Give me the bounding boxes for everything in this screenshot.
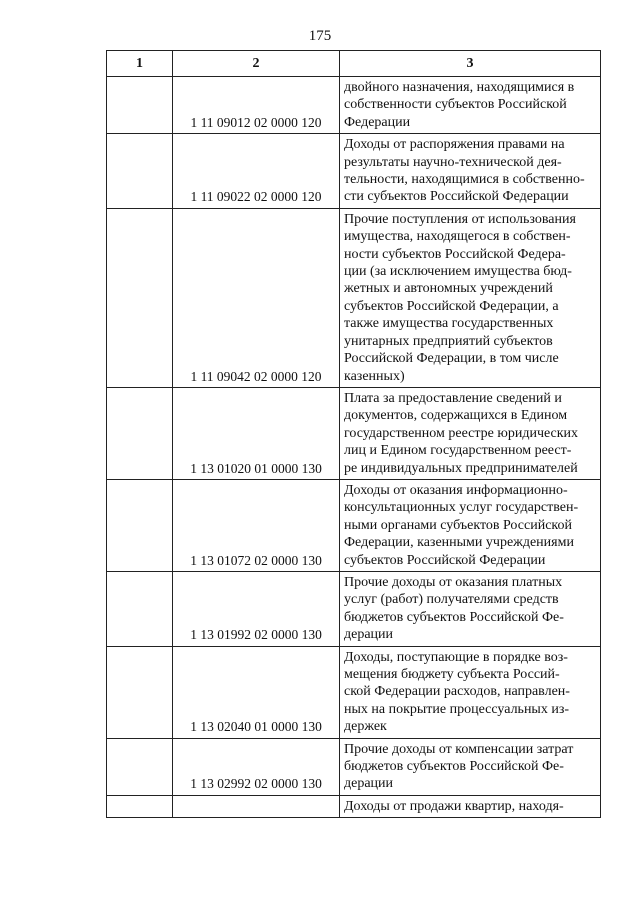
budget-code-cell: 1 13 01020 01 0000 130 [173,387,340,479]
column-header-1: 1 [107,51,173,77]
table-row [107,646,601,738]
budget-code-cell: 1 13 01072 02 0000 130 [173,479,340,571]
description-line: казенных) [344,368,405,384]
budget-code-cell [173,795,340,817]
table-row [107,479,601,571]
row-number-cell [107,738,173,795]
description-line: жетных и автономных учреждений [344,281,553,297]
description-line: ре индивидуальных предпринимателей [344,460,578,476]
income-description-cell [340,387,601,479]
description-line: двойного назначения, находящимися в [344,80,575,95]
budget-code-cell: 1 11 09012 02 0000 120 [173,77,340,134]
description-line: Прочие поступления от использования [344,211,576,227]
row-number-cell [107,387,173,479]
column-header-2: 2 [173,51,340,77]
income-description-cell [340,795,601,817]
description-line: Прочие доходы от компенсации затрат [344,741,574,757]
income-description-cell [340,208,601,387]
row-number-cell [107,646,173,738]
income-description-cell [340,738,601,795]
description-line: Плата за предоставление сведений и [344,390,562,406]
description-line: субъектов Российской Федерации, а [344,298,559,314]
description-line: Российской Федерации, в том числе [344,351,559,367]
row-number-cell [107,208,173,387]
table-row [107,134,601,209]
description-line: ных на покрытие процессуальных из- [344,701,570,717]
table-row [107,738,601,795]
income-description-cell [340,479,601,571]
description-line: лиц и Едином государственном реест- [344,443,572,459]
description-line: Федерации, казенными учреждениями [344,535,574,551]
row-number-cell [107,77,173,134]
column-header-3: 3 [340,51,601,77]
income-description-cell [340,134,601,209]
table-row [107,795,601,817]
description-line: Доходы от оказания информационно- [344,482,568,498]
budget-classification-table [106,50,601,818]
description-line: ции (за исключением имущества бюд- [344,264,572,280]
description-line: Прочие доходы от оказания платных [344,574,563,590]
row-number-cell [107,479,173,571]
table-row [107,208,601,387]
description-line: держек [344,719,387,735]
description-line: Доходы от распоряжения правами на [344,137,565,153]
income-description-cell [340,571,601,646]
budget-code-cell: 1 13 02040 01 0000 130 [173,646,340,738]
description-line: Доходы от продажи квартир, находя- [344,798,564,814]
income-description-cell [340,646,601,738]
description-line: тельности, находящимися в собственно- [344,172,585,188]
description-line: дерации [344,627,394,643]
budget-code-cell: 1 11 09022 02 0000 120 [173,134,340,209]
page-number: 175 [308,28,332,44]
description-line: дерации [344,776,394,792]
description-line: имущества, находящегося в собствен- [344,229,571,245]
description-line: документов, содержащихся в Едином [344,408,568,424]
description-line: услуг (работ) получателями средств [344,592,559,608]
table-row [107,77,601,134]
row-number-cell [107,571,173,646]
description-line: сти субъектов Российской Федерации [344,189,569,205]
row-number-cell [107,795,173,817]
description-line: собственности субъектов Российской [344,97,567,113]
budget-code-cell: 1 13 01992 02 0000 130 [173,571,340,646]
description-line: бюджетов субъектов Российской Фе- [344,759,564,775]
description-line: государственном реестре юридических [344,425,579,441]
description-line: мещения бюджету субъекта Россий- [344,667,560,682]
table-row [107,571,601,646]
description-line: результаты научно-технической дея- [344,154,562,170]
description-line: Доходы, поступающие в порядке воз- [344,649,568,665]
description-line: бюджетов субъектов Российской Фе- [344,609,564,625]
description-line: ности субъектов Российской Федера- [344,246,566,262]
description-line: также имущества государственных [344,316,554,332]
description-line: субъектов Российской Федерации [344,552,546,568]
description-line: унитарных предприятий субъектов [344,333,553,349]
description-line: консультационных услуг государствен- [344,500,579,516]
budget-code-cell: 1 13 02992 02 0000 130 [173,738,340,795]
income-description-cell [340,77,601,134]
description-line: ской Федерации расходов, направлен- [344,684,570,700]
table-row [107,387,601,479]
table-header-row [107,51,601,77]
description-line: Федерации [344,114,411,130]
description-line: ными органами субъектов Российской [344,517,572,533]
budget-code-cell: 1 11 09042 02 0000 120 [173,208,340,387]
row-number-cell [107,134,173,209]
